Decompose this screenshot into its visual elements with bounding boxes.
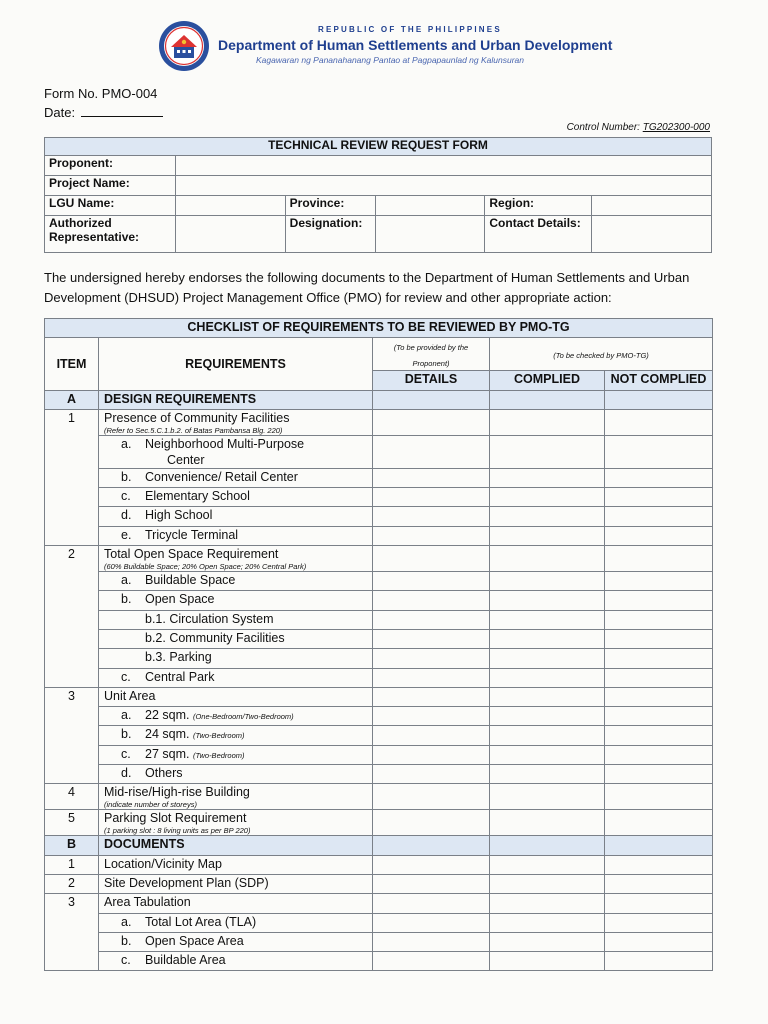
item-3-number: 3 [45,687,99,783]
complied-cell[interactable] [490,546,605,572]
complied-cell[interactable] [490,526,605,545]
item-2b2: b.2. Community Facilities [99,629,373,648]
not-complied-cell[interactable] [605,707,713,726]
complied-cell[interactable] [490,687,605,706]
complied-cell[interactable] [490,874,605,893]
details-cell[interactable] [373,874,490,893]
item-5-title: Parking Slot Requirement (1 parking slot : 8 living units as per BP 220) [99,810,373,836]
complied-cell[interactable] [490,572,605,591]
lgu-name-field[interactable] [175,196,285,216]
complied-cell[interactable] [490,629,605,648]
details-cell[interactable] [373,629,490,648]
proponent-field[interactable] [175,156,711,176]
not-complied-cell[interactable] [605,745,713,764]
col-item: ITEM [45,338,99,390]
item-2b1: b.1. Circulation System [99,610,373,629]
not-complied-cell[interactable] [605,765,713,784]
checklist-table [44,318,713,971]
complied-cell[interactable] [490,952,605,971]
complied-cell[interactable] [490,855,605,874]
item-3-title: Unit Area [99,687,373,706]
not-complied-cell[interactable] [605,468,713,487]
not-complied-cell[interactable] [605,591,713,610]
contact-details-label: Contact Details: [485,216,592,253]
not-complied-cell[interactable] [605,874,713,893]
details-cell[interactable] [373,913,490,932]
details-cell[interactable] [373,932,490,951]
item-1d: d. High School [99,507,373,526]
doc-3b: b. Open Space Area [99,932,373,951]
control-value: TG202300-000 [642,122,710,133]
complied-cell[interactable] [490,488,605,507]
complied-cell[interactable] [490,610,605,629]
details-cell[interactable] [373,855,490,874]
section-a-title: DESIGN REQUIREMENTS [99,390,373,409]
not-complied-cell[interactable] [605,932,713,951]
doc-2-title: Site Development Plan (SDP) [99,874,373,893]
section-a-letter: A [45,390,99,409]
complied-cell[interactable] [490,649,605,668]
designation-field[interactable] [375,216,485,253]
item-2-number: 2 [45,546,99,688]
complied-cell[interactable] [490,765,605,784]
not-complied-cell[interactable] [605,784,713,810]
not-complied-cell[interactable] [605,726,713,745]
details-cell[interactable] [373,726,490,745]
region-field[interactable] [592,196,712,216]
item-4-number: 4 [45,784,99,810]
item-2b3: b.3. Parking [99,649,373,668]
col-complied: COMPLIED [490,371,605,390]
item-3d: d. Others [99,765,373,784]
doc-2-number: 2 [45,874,99,893]
lgu-name-label: LGU Name: [45,196,176,216]
item-5-number: 5 [45,810,99,836]
item-2c: c. Central Park [99,668,373,687]
complied-cell[interactable] [490,468,605,487]
item-2b: b. Open Space [99,591,373,610]
details-cell[interactable] [373,952,490,971]
republic-label: REPUBLIC OF THE PHILIPPINES [318,25,502,34]
item-3a: a. 22 sqm. (One-Bedroom/Two-Bedroom) [99,707,373,726]
complied-cell[interactable] [490,726,605,745]
complied-cell[interactable] [490,932,605,951]
complied-cell[interactable] [490,745,605,764]
not-complied-cell[interactable] [605,894,713,913]
details-cell[interactable] [373,894,490,913]
dhsud-logo-icon [158,20,210,72]
details-cell[interactable] [373,707,490,726]
request-info-table [44,137,712,253]
complied-cell[interactable] [490,784,605,810]
not-complied-cell[interactable] [605,488,713,507]
not-complied-cell[interactable] [605,668,713,687]
not-complied-cell[interactable] [605,687,713,706]
item-4-title: Mid-rise/High-rise Building (indicate number of storeys) [99,784,373,810]
details-cell[interactable] [373,468,490,487]
not-complied-cell[interactable] [605,855,713,874]
not-complied-cell[interactable] [605,572,713,591]
item-1b: b. Convenience/ Retail Center [99,468,373,487]
not-complied-cell[interactable] [605,913,713,932]
agency-tagline: Kagawaran ng Pananahanang Pantao at Pagpapaunlad ng Kalunsuran [256,55,524,65]
date-field[interactable] [81,105,163,117]
authorized-rep-field[interactable] [175,216,285,253]
details-cell[interactable] [373,572,490,591]
not-complied-cell[interactable] [605,409,713,435]
complied-cell[interactable] [490,668,605,687]
not-complied-cell[interactable] [605,810,713,836]
details-cell[interactable] [373,687,490,706]
doc-1-number: 1 [45,855,99,874]
details-cell[interactable] [373,409,490,435]
doc-3-title: Area Tabulation [99,894,373,913]
item-2-title: Total Open Space Requirement (60% Buildable Space; 20% Open Space; 20% Central Park) [99,546,373,572]
control-number [567,122,710,133]
details-cell[interactable] [373,810,490,836]
region-label: Region: [485,196,592,216]
doc-3-number: 3 [45,894,99,971]
note-proponent: (To be provided by the Proponent) [373,338,490,371]
col-not-complied: NOT COMPLIED [605,371,713,390]
item-1a: a. Neighborhood Multi-Purpose Center [99,435,373,468]
intro-paragraph: The undersigned hereby endorses the following documents to the Department of Human Settlements and Urban Development (DHSUD) Project Management Office (PMO) for review and other appropriate action: [44,270,690,305]
item-1e: e. Tricycle Terminal [99,526,373,545]
not-complied-cell[interactable] [605,435,713,468]
proponent-label: Proponent: [45,156,176,176]
item-1-number: 1 [45,409,99,545]
details-cell[interactable] [373,591,490,610]
province-field[interactable] [375,196,485,216]
complied-cell[interactable] [490,507,605,526]
not-complied-cell[interactable] [605,952,713,971]
doc-3c: c. Buildable Area [99,952,373,971]
doc-3a: a. Total Lot Area (TLA) [99,913,373,932]
complied-cell[interactable] [490,913,605,932]
col-requirements: REQUIREMENTS [99,338,373,390]
contact-details-field[interactable] [592,216,712,253]
details-cell[interactable] [373,435,490,468]
date-row [44,105,163,120]
checklist-title: CHECKLIST OF REQUIREMENTS TO BE REVIEWED BY PMO-TG [45,319,713,338]
not-complied-cell[interactable] [605,610,713,629]
control-label: Control Number: [566,122,640,133]
complied-cell[interactable] [490,409,605,435]
complied-cell[interactable] [490,707,605,726]
details-cell[interactable] [373,610,490,629]
form-title: TECHNICAL REVIEW REQUEST FORM [45,138,712,156]
complied-cell[interactable] [490,591,605,610]
details-cell[interactable] [373,526,490,545]
designation-label: Designation: [285,216,375,253]
item-1c: c. Elementary School [99,488,373,507]
details-cell[interactable] [373,784,490,810]
item-3c: c. 27 sqm. (Two-Bedroom) [99,745,373,764]
date-label: Date: [44,105,76,120]
province-label: Province: [285,196,375,216]
details-cell[interactable] [373,765,490,784]
details-cell[interactable] [373,507,490,526]
complied-cell[interactable] [490,894,605,913]
item-3b: b. 24 sqm. (Two-Bedroom) [99,726,373,745]
col-details: DETAILS [373,371,490,390]
project-name-field[interactable] [175,176,711,196]
doc-1-title: Location/Vicinity Map [99,855,373,874]
authorized-rep-label: Authorized Representative: [45,216,176,253]
item-1-title: Presence of Community Facilities (Refer to Sec.5.C.1.b.2. of Batas Pambansa Blg. 220) [99,409,373,435]
details-cell[interactable] [373,668,490,687]
not-complied-cell[interactable] [605,507,713,526]
section-b-letter: B [45,836,99,855]
item-2a: a. Buildable Space [99,572,373,591]
complied-cell[interactable] [490,435,605,468]
project-name-label: Project Name: [45,176,176,196]
details-cell[interactable] [373,745,490,764]
not-complied-cell[interactable] [605,546,713,572]
complied-cell[interactable] [490,810,605,836]
form-number: Form No. PMO-004 [44,86,158,101]
details-cell[interactable] [373,649,490,668]
details-cell[interactable] [373,488,490,507]
note-pmo: (To be checked by PMO-TG) [490,338,713,371]
section-b-title: DOCUMENTS [99,836,373,855]
details-cell[interactable] [373,546,490,572]
agency-name: Department of Human Settlements and Urban Development [218,37,613,53]
not-complied-cell[interactable] [605,629,713,648]
not-complied-cell[interactable] [605,526,713,545]
not-complied-cell[interactable] [605,649,713,668]
